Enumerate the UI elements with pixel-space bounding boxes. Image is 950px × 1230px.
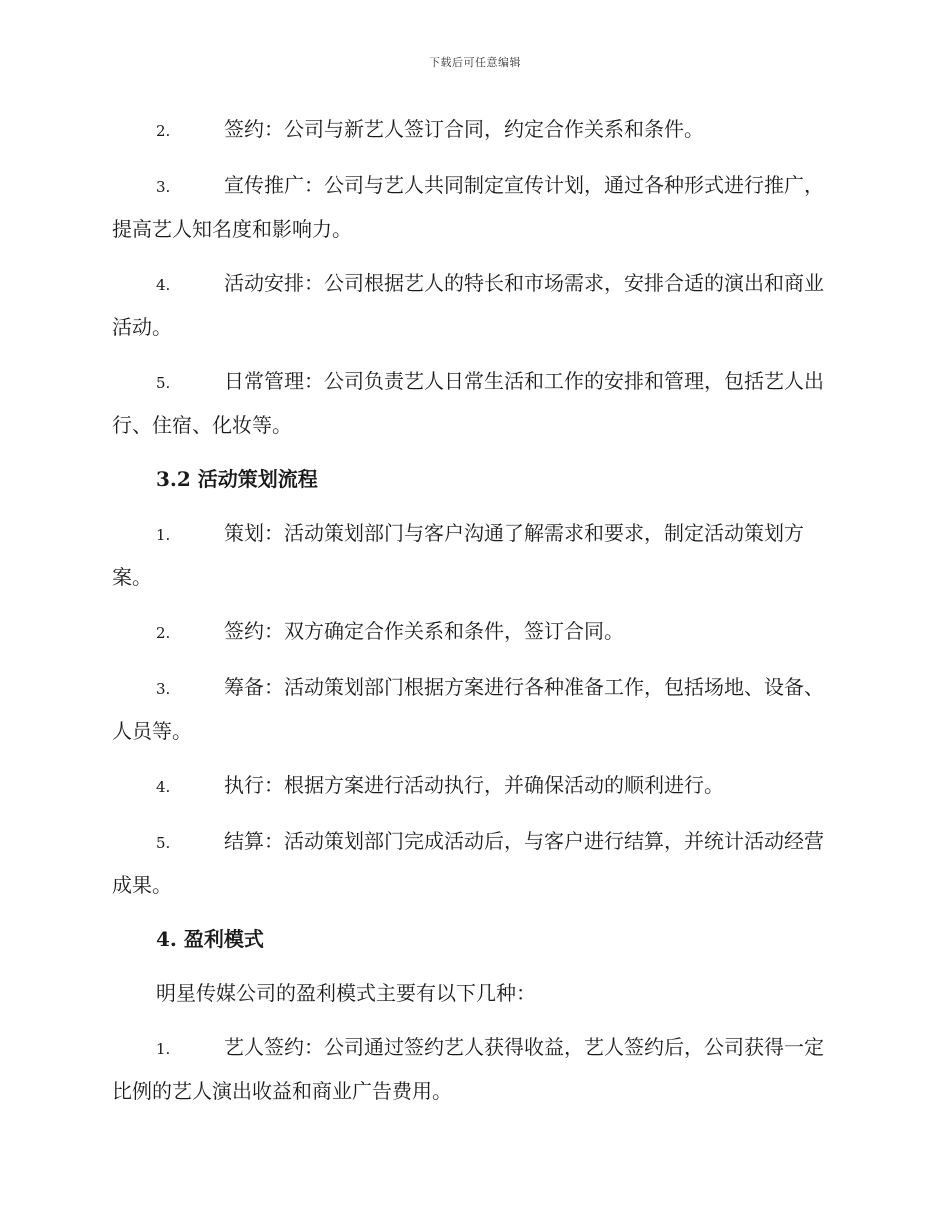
list-item (112, 164, 834, 250)
list-item-number: 1. (156, 1040, 171, 1058)
list-item-number: 2. (156, 122, 171, 140)
list-item (112, 610, 834, 654)
list-item-number: 5. (156, 834, 171, 852)
list-item-number: 4. (156, 778, 171, 796)
document-body (112, 108, 834, 1124)
list-item-number: 5. (156, 374, 171, 392)
section-heading: 4. 盈利模式 (156, 927, 264, 951)
list-item-number: 2. (156, 624, 171, 642)
list-item (112, 108, 834, 152)
list-item-text: 日常管理：公司负责艺人日常生活和工作的安排和管理，包括艺人出行、住宿、化妆等。 (112, 369, 824, 437)
list-item-text: 签约：双方确定合作关系和条件，签订合同。 (224, 619, 624, 643)
list-item-number: 1. (156, 526, 171, 544)
list-item-text: 筹备：活动策划部门根据方案进行各种准备工作，包括场地、设备、人员等。 (112, 675, 824, 743)
list-item (112, 666, 834, 752)
list-item-text: 签约：公司与新艺人签订合同，约定合作关系和条件。 (224, 117, 704, 141)
list-item (112, 360, 834, 446)
intro-paragraph: 明星传媒公司的盈利模式主要有以下几种： (156, 981, 536, 1005)
list-item-number: 4. (156, 276, 171, 294)
list-item (112, 764, 834, 808)
list-item (112, 1026, 834, 1112)
list-item-text: 执行：根据方案进行活动执行，并确保活动的顺利进行。 (224, 773, 724, 797)
list-item-number: 3. (156, 178, 171, 196)
list-item-text: 策划：活动策划部门与客户沟通了解需求和要求，制定活动策划方案。 (112, 521, 804, 589)
list-item-text: 宣传推广：公司与艺人共同制定宣传计划，通过各种形式进行推广，提高艺人知名度和影响力。 (112, 173, 824, 241)
list-item-text: 结算：活动策划部门完成活动后，与客户进行结算，并统计活动经营成果。 (112, 829, 824, 897)
list-item-number: 3. (156, 680, 171, 698)
page-header-note: 下载后可任意编辑 (429, 56, 521, 69)
list-item-text: 艺人签约：公司通过签约艺人获得收益，艺人签约后，公司获得一定比例的艺人演出收益和商业广告费用。 (112, 1035, 824, 1103)
list-item (112, 512, 834, 598)
section-heading: 3.2 活动策划流程 (156, 467, 318, 491)
list-item (112, 820, 834, 906)
list-item (112, 262, 834, 348)
list-item-text: 活动安排：公司根据艺人的特长和市场需求，安排合适的演出和商业活动。 (112, 271, 824, 339)
